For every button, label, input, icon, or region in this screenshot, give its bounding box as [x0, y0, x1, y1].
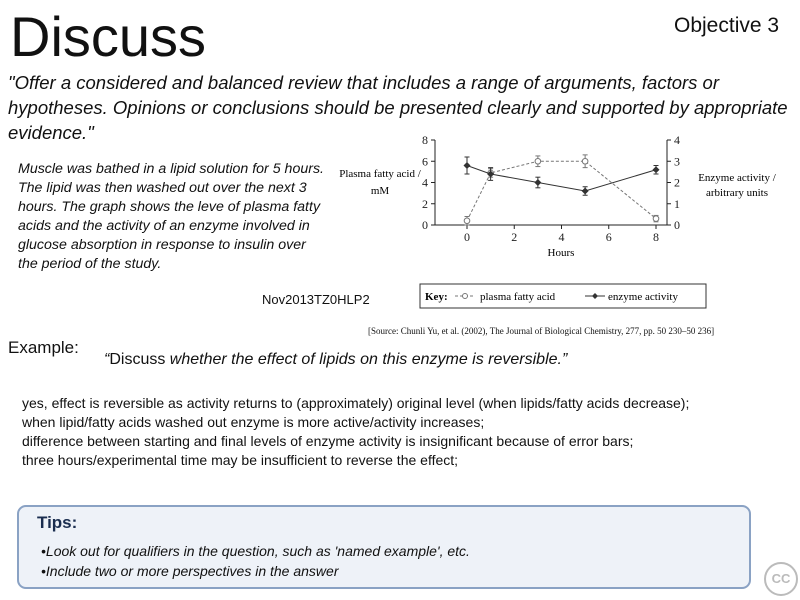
- tips-title: Tips:: [37, 513, 78, 532]
- series-line-enzyme: [467, 166, 656, 192]
- x-tick-label: 2: [511, 230, 518, 244]
- y-left-tick-label: 4: [422, 175, 428, 190]
- example-label: Example:: [8, 338, 79, 357]
- fatty-acid-point: [535, 158, 541, 164]
- y-left-tick-label: 8: [422, 133, 428, 147]
- x-tick-label: 8: [653, 230, 659, 244]
- legend-key-label: Key:: [425, 291, 448, 303]
- y-right-label-line2: arbitrary units: [705, 187, 769, 199]
- answer-line: difference between starting and final levels of enzyme activity is insignificant because of error bars;: [22, 433, 634, 449]
- enzyme-chart: [330, 130, 776, 330]
- example-question: [104, 351, 567, 369]
- answer-line: three hours/experimental time may be insufficient to reverse the effect;: [22, 452, 459, 468]
- legend-enzyme-label: enzyme activity: [608, 291, 678, 303]
- tips-box: [17, 505, 751, 589]
- markscheme-answers: [22, 394, 792, 470]
- y-left-label-line1: Plasma fatty acid /: [339, 168, 421, 180]
- enzyme-activity-point: [464, 162, 471, 169]
- enzyme-activity-point: [534, 179, 541, 186]
- y-right-tick-label: 4: [674, 133, 680, 147]
- answer-line: yes, effect is reversible as activity returns to (approximately) original level (when lipids/fatty acids decrease);: [22, 395, 690, 411]
- tips-list: [41, 541, 470, 581]
- y-left-tick-label: 0: [422, 218, 428, 232]
- question-open-quote: “: [104, 351, 110, 368]
- y-left-label-line2: mM: [370, 185, 390, 197]
- tip-item: •Include two or more perspectives in the answer: [41, 563, 339, 579]
- question-keyword: Discuss: [109, 351, 166, 368]
- legend-fatty-label: plasma fatty acid: [480, 291, 556, 303]
- chart-frame: [435, 140, 667, 225]
- objective-label: Objective 3: [674, 14, 780, 37]
- fatty-acid-point: [653, 216, 659, 222]
- x-tick-label: 4: [558, 230, 565, 244]
- y-left-tick-label: 6: [422, 154, 428, 169]
- paper-code: Nov2013TZ0HLP2: [262, 292, 370, 307]
- enzyme-activity-point: [582, 188, 589, 195]
- tip-item: •Look out for qualifiers in the question, such as 'named example', etc.: [41, 543, 470, 559]
- question-rest: whether the effect of lipids on this enzyme is reversible.”: [165, 351, 568, 368]
- y-right-tick-label: 1: [674, 196, 680, 211]
- fatty-acid-point: [464, 218, 470, 224]
- y-left-tick-label: 2: [422, 196, 428, 211]
- x-tick-label: 6: [605, 230, 612, 244]
- y-right-tick-label: 2: [674, 175, 680, 190]
- definition-text: "Offer a considered and balanced review that includes a range of arguments, factors or hypotheses. Opinions or conclusions should be presented clearly and supported by appropriate evidence.": [8, 72, 788, 143]
- slide-title: Discuss: [10, 5, 207, 68]
- enzyme-activity-point: [653, 166, 660, 173]
- fatty-acid-point: [582, 158, 588, 164]
- legend-fatty-marker: [463, 294, 468, 299]
- cc-badge-icon: CC: [764, 562, 798, 596]
- y-right-tick-label: 3: [674, 154, 680, 169]
- experiment-description: Muscle was bathed in a lipid solution for 5 hours. The lipid was then washed out over the next 3 hours. The graph shows the leve of plasma fatty acids and the activity of an enzyme involved in glucose absorption in response to insulin over the period of the study.: [18, 161, 324, 272]
- x-axis-label: Hours: [547, 247, 575, 259]
- x-tick-label: 0: [464, 230, 470, 244]
- chart-legend: [420, 284, 706, 308]
- y-right-tick-label: 0: [674, 218, 680, 232]
- answer-line: when lipid/fatty acids washed out enzyme is more active/activity increases;: [22, 414, 485, 430]
- y-right-label-line1: Enzyme activity /: [698, 172, 776, 184]
- source-citation: [Source: Chunli Yu, et al. (2002), The Journal of Biological Chemistry, 277, pp. 50 230–50 236]: [368, 326, 715, 336]
- series-line-fatty-acid: [467, 161, 656, 221]
